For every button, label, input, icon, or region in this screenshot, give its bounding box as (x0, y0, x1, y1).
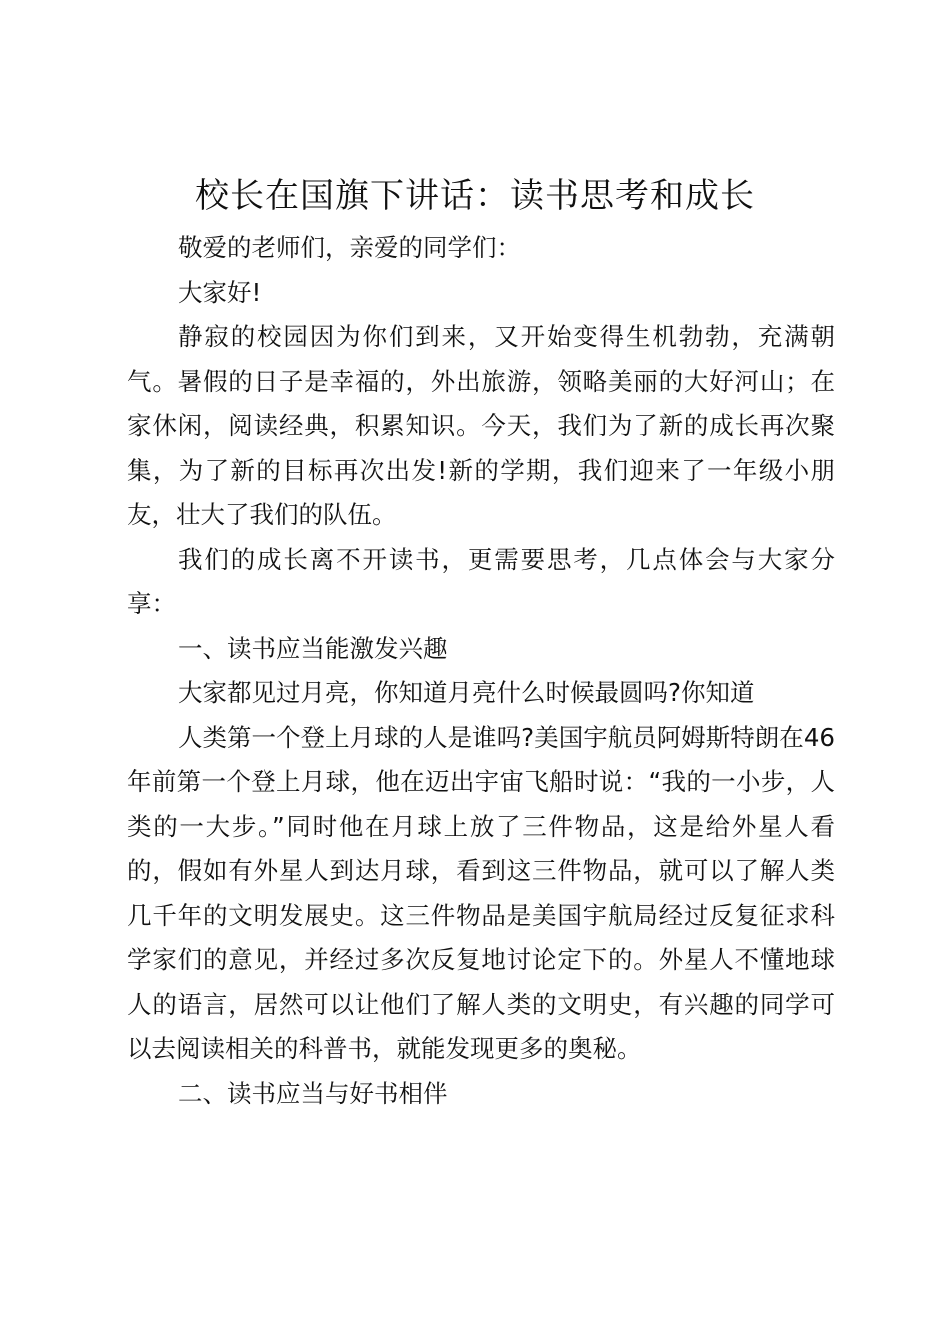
paragraph-intro: 静寂的校园因为你们到来，又开始变得生机勃勃，充满朝气。暑假的日子是幸福的，外出旅游，领略美丽的大好河山；在家休闲，阅读经典，积累知识。今天，我们为了新的成长再次聚集，为了新的目标再次出发!新的学期，我们迎来了一年级小朋友，壮大了我们的队伍。 (127, 322, 835, 529)
paragraph-moon-landing: 人类第一个登上月球的人是谁吗?美国宇航员阿姆斯特朗在46年前第一个登上月球，他在迈出宇宙飞船时说：“我的一小步，人类的一大步。”同时他在月球上放了三件物品，这是给外星人看的，假如有外星人到达月球，看到这三件物品，就可以了解人类几千年的文明发展史。这三件物品是美国宇航局经过反复征求科学家们的意见，并经过多次反复地讨论定下的。外星人不懂地球人的语言，居然可以让他们了解人类的文明史，有兴趣的同学可以去阅读相关的科普书，就能发现更多的奥秘。 (127, 722, 835, 1063)
section-heading-1: 一、读书应当能激发兴趣 (178, 633, 448, 663)
paragraph-moon-question: 大家都见过月亮，你知道月亮什么时候最圆吗?你知道 (178, 678, 755, 707)
section-heading-2: 二、读书应当与好书相伴 (178, 1078, 448, 1108)
greeting: 大家好! (178, 277, 262, 307)
paragraph-share: 我们的成长离不开读书，更需要思考，几点体会与大家分享： (127, 544, 835, 618)
document-title: 校长在国旗下讲话：读书思考和成长 (195, 176, 755, 216)
salutation: 敬爱的老师们，亲爱的同学们： (178, 233, 521, 262)
document-body (127, 226, 835, 1116)
